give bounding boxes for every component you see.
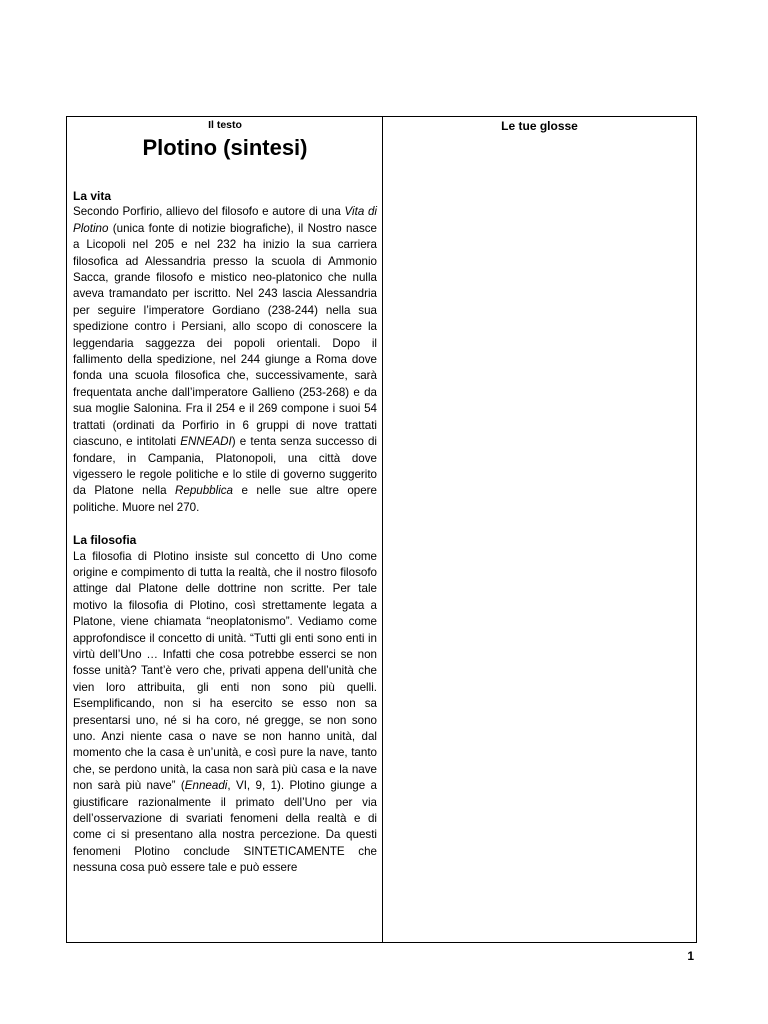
- paragraph-text: e nelle sue altre opere politiche. Muore nel 270.: [73, 484, 377, 514]
- italic-title: Repubblica: [175, 484, 234, 498]
- text-column: [67, 117, 383, 942]
- document-title: Plotino (sintesi): [142, 135, 308, 160]
- section-paragraph: [73, 549, 377, 877]
- section-heading: La filosofia: [73, 533, 137, 548]
- section-paragraph: [73, 204, 377, 516]
- paragraph-text: (unica fonte di notizie biografiche), il Nostro nasce a Licopoli nel 205 e nel 232 ha inizio la sua carriera filosofica ad Alessandria presso la scuola di Ammonio Sacca, grande filosofo e mistico neo-platonico che nulla aveva tramandato per iscritto. Nel 243 lascia Alessandria per seguire l’imperatore Gordiano (238-244) nella sua spedizione contro i Persiani, allo scopo di conoscere la leggendaria saggezza dei popoli orientali. Dopo il fallimento della spedizione, nel 244 giunge a Roma dove fonda una scuola filosofica che, successivamente, sarà frequentata anche dall’imperatore Gallieno (253-268) e da sua moglie Salonina. Fra il 254 e il 269 compone i suoi 54 trattati (ordinati da Porfirio in 6 gruppi di nove trattati ciascuno, e intitolati: [73, 221, 377, 449]
- italic-title: Enneadi: [184, 779, 228, 793]
- page-number: 1: [687, 949, 694, 963]
- section-heading: La vita: [73, 189, 112, 203]
- section-spacer: [73, 516, 377, 532]
- left-column-header: Il testo: [208, 119, 242, 131]
- italic-title: ENNEADI: [180, 435, 232, 449]
- paragraph-text: La filosofia di Plotino insiste sul concetto di Uno come origine e compimento di tutta la realtà, che il nostro filosofo attinge dal Platone delle dottrine non scritte. Per tale motivo la filosofia di Plotino, così strettamente legata a Platone, viene chiamata “neoplatonismo”. Vediamo come approfondisce il concetto di unità. “Tutti gli enti sono enti in virtù dell’Uno … Infatti che cosa potrebbe esserci se non fosse unità? Tant’è vero che, privati appena dell’unità che vien loro attribuita, gli enti non sono più quelli. Esemplificando, non si ha esercito se esso non sa presentarsi uno, né si ha coro, né gregge, se non sono uno. Anzi niente casa o nave se non hanno unità, dal momento che la casa è un’unità, e così pure la nave, tanto che, se perdono unità, la casa non sarà più casa e la nave non sarà più nave” (: [73, 549, 377, 793]
- two-column-table: [66, 116, 697, 943]
- italic-title: Vita di Plotino: [73, 205, 377, 235]
- paragraph-text: ) e tenta senza successo di fondare, in Campania, Platonopoli, una città dove vigessero le regole politiche e lo stile di governo suggerito da Platone nella: [73, 435, 377, 498]
- section-la-vita: [73, 188, 377, 516]
- section-la-filosofia: [73, 532, 377, 877]
- right-column-header: Le tue glosse: [501, 119, 578, 133]
- paragraph-text: Secondo Porfirio, allievo del filosofo e autore di una: [73, 205, 345, 219]
- paragraph-text: , VI, 9, 1). Plotino giunge a giustificare razionalmente il primato dell’Uno per via dell’osservazione di svariati fenomeni della realtà e di come ci si presentano alla nostra percezione. Da questi fenomeni Plotino conclude SINTETICAMENTE che nessuna cosa può essere tale e può essere: [73, 779, 377, 875]
- glosses-column[interactable]: [383, 117, 696, 942]
